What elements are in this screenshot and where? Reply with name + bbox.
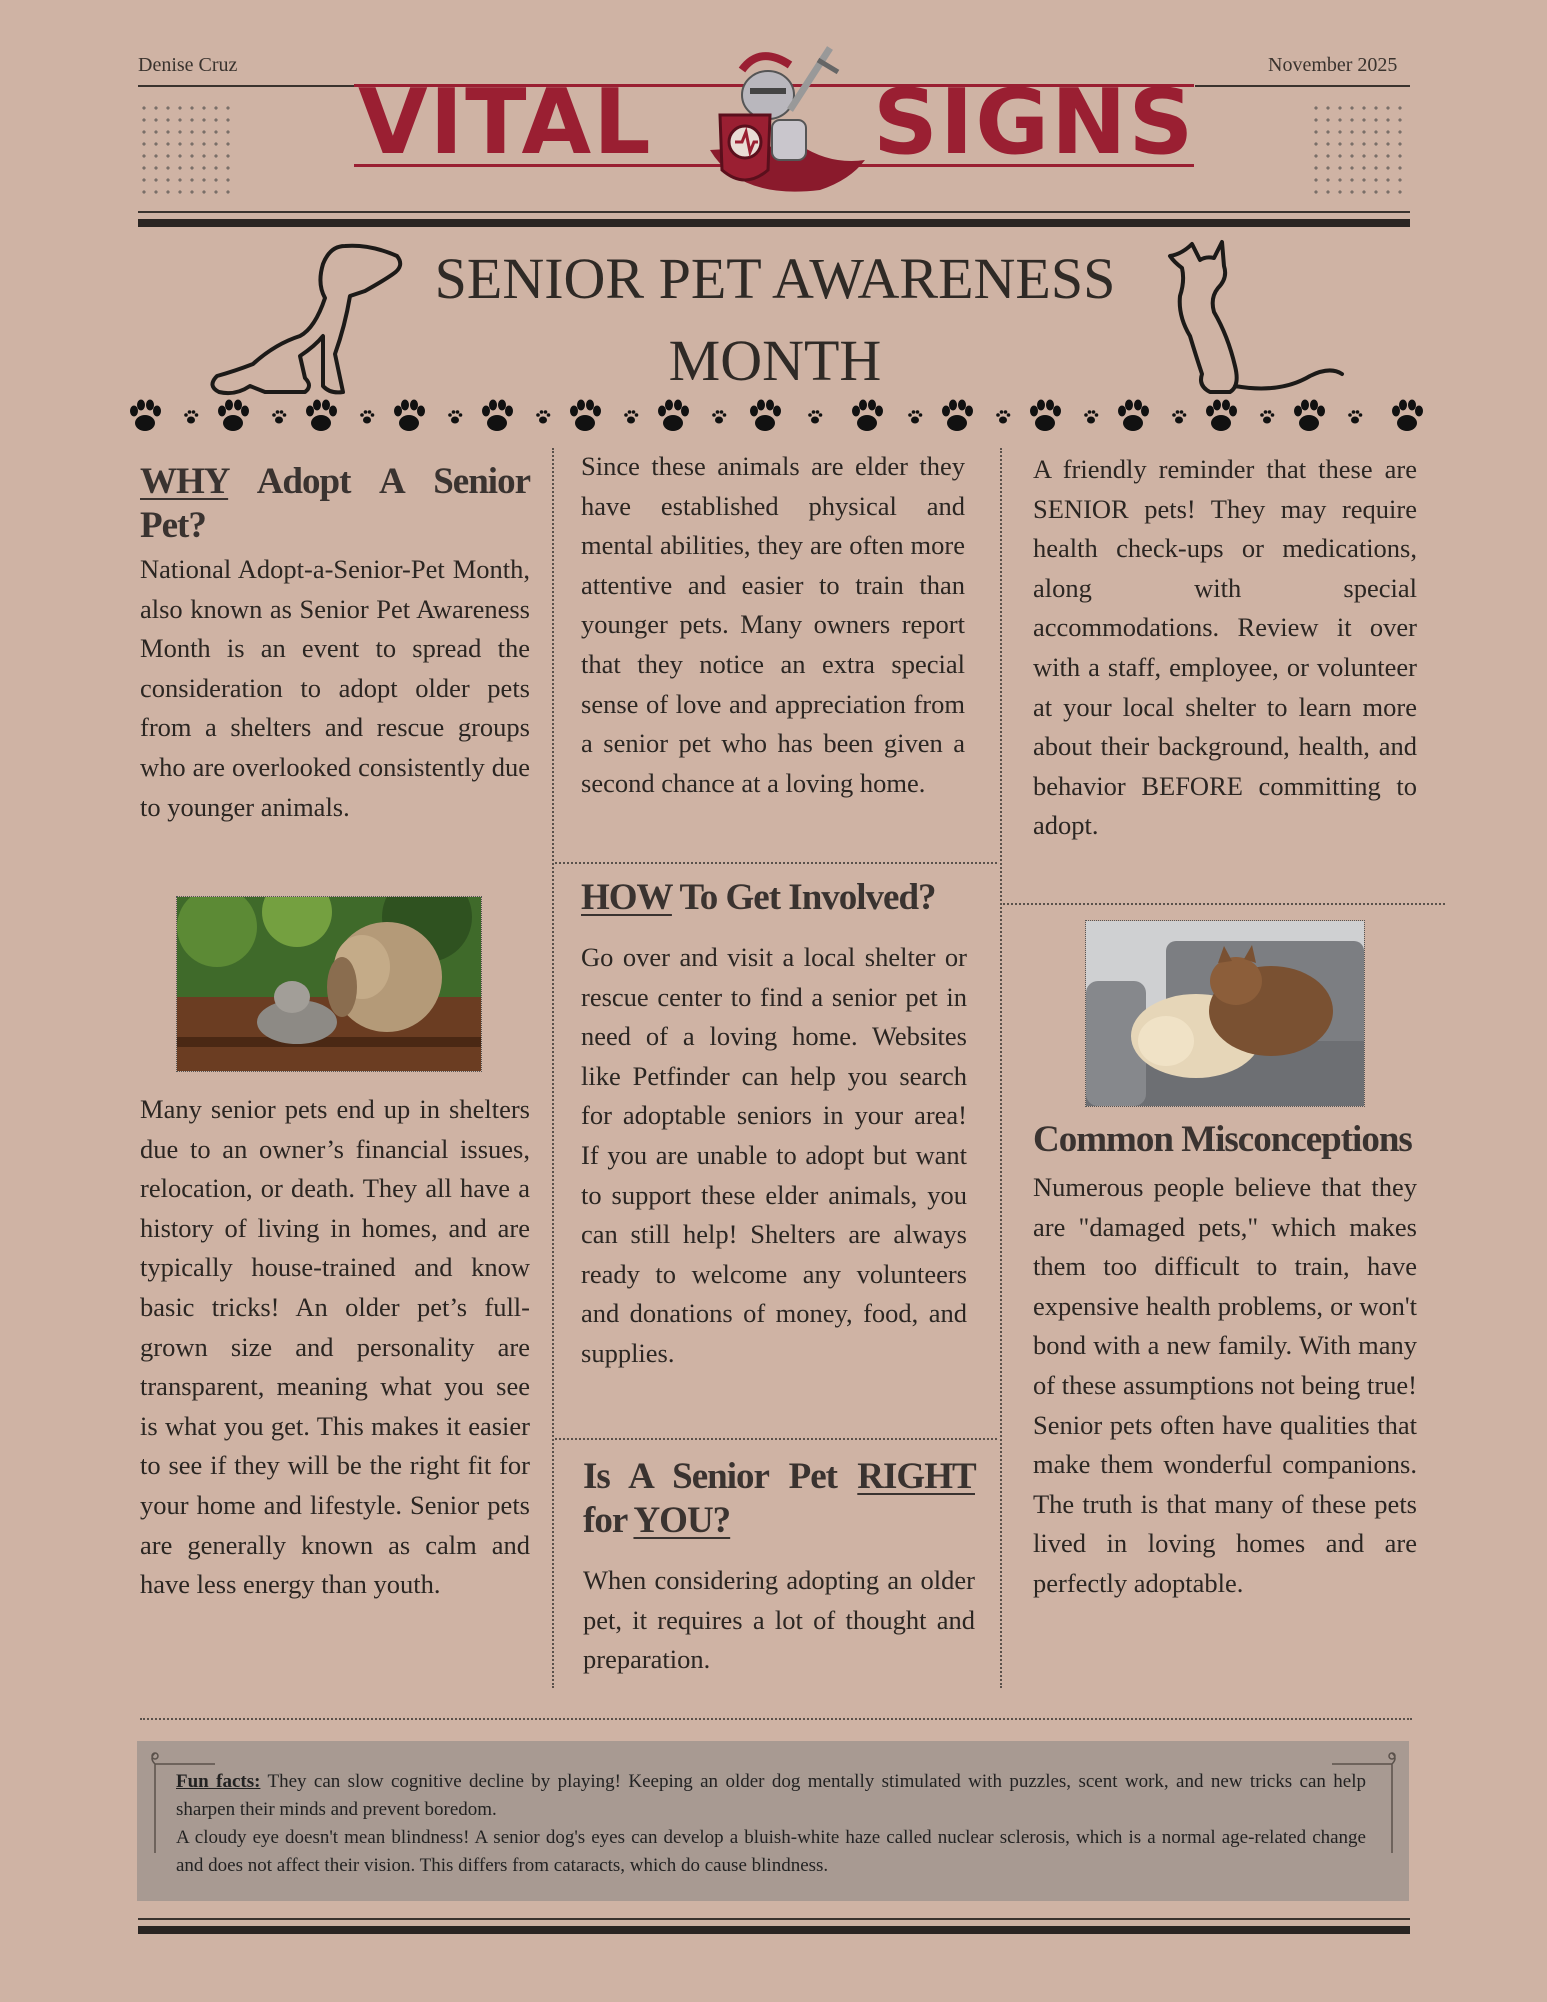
right-section (583, 1455, 975, 1680)
funfacts-text (176, 1768, 1366, 1880)
header-rule-left (138, 85, 358, 87)
right-heading-right: RIGHT (857, 1456, 975, 1497)
funfacts-label: Fun facts: (176, 1771, 261, 1792)
right-paragraph: When considering adopting an older pet, it requires a lot of thought and preparation. (583, 1565, 975, 1675)
how-section (581, 876, 967, 1374)
headline-line-1: SENIOR PET AWARENESS (434, 246, 1116, 311)
issue-date: November 2025 (1268, 54, 1398, 76)
section-divider-col3 (1003, 903, 1445, 905)
paw-print-border (125, 393, 1435, 437)
dot-grid-left (138, 102, 238, 202)
column-3 (1033, 450, 1417, 846)
cat-silhouette-icon (1150, 236, 1350, 401)
dog-silhouette-icon (205, 236, 415, 401)
misconceptions-heading: Common Misconceptions (1033, 1119, 1412, 1160)
right-heading-mid: for (583, 1500, 634, 1541)
right-heading-you: YOU? (633, 1500, 731, 1541)
funfact-2: A cloudy eye doesn't mean blindness! A senior dog's eyes can develop a bluish-white haze called nuclear sclerosis, which is a normal age-related change and does not affect their vision. This differs from cataracts, which do cause blindness. (176, 1827, 1366, 1876)
why-heading-underlined: WHY (140, 461, 229, 502)
column-divider-2 (1000, 448, 1002, 1688)
section-divider-how (555, 862, 997, 864)
misconceptions-section (1033, 1118, 1417, 1604)
footer-thick-rule (138, 1926, 1410, 1934)
how-heading-rest: To Get Involved? (671, 877, 936, 918)
dog-and-cat-photo (176, 896, 482, 1072)
main-headline (400, 238, 1150, 402)
paw-print-icon (130, 400, 1423, 432)
header-thin-rule (138, 211, 1410, 213)
column-divider-1 (552, 448, 554, 1688)
shelter-paragraph: Many senior pets end up in shelters due to an owner’s financial issues, relocation, or death. They all have a history of living in homes, and are typically house-trained and know basic tricks! An older pet’s full-grown size and personality are transparent, meaning what you see is what you get. This makes it easier to see if they will be the right fit for your home and lifestyle. Senior pets are generally known as calm and have less energy than youth. (140, 1094, 530, 1600)
funfacts-divider (140, 1718, 1412, 1720)
funfact-1-text: They can slow cognitive decline by playing! Keeping an older dog mentally stimulated with puzzles, scent work, and new tricks can help sharpen their minds and prevent boredom. (176, 1771, 1366, 1820)
footer-thin-rule (138, 1918, 1410, 1920)
author-name: Denise Cruz (138, 54, 238, 76)
reminder-paragraph: A friendly reminder that these are SENIOR pets! They may require health check-ups or medications, along with special accommodations. Review it over with a staff, employee, or volunteer at your local shelter to learn more about their background, health, and behavior BEFORE committing to adopt. (1033, 454, 1417, 841)
why-heading (140, 460, 530, 548)
elder-paragraph: Since these animals are elder they have established physical and mental abilities, they are often more attentive and easier to train than younger pets. Many owners report that they notice an extra special sense of love and appreciation from a senior pet who has been given a second chance at a loving home. (581, 451, 965, 798)
why-heading-rest: Adopt A Senior Pet? (140, 461, 530, 546)
how-paragraph: Go over and visit a local shelter or rescue center to find a senior pet in need of a loving home. Websites like Petfinder can help you search for adoptable seniors in your area! If you are unable to adopt but want to support these elder animals, you can still help! Shelters are always ready to welcome any volunteers and donations of money, food, and supplies. (581, 942, 967, 1368)
header-rule-right (1195, 85, 1410, 87)
right-heading-pre: Is A Senior Pet (583, 1456, 858, 1497)
how-heading-underlined: HOW (581, 877, 672, 918)
headline-line-2: MONTH (668, 328, 882, 393)
masthead-signs: SIGNS (873, 70, 1196, 175)
column-1-lower (140, 1090, 530, 1605)
masthead-vital: VITAL (358, 70, 653, 175)
header-thick-rule (138, 219, 1410, 227)
section-divider-right (555, 1438, 997, 1440)
how-heading (581, 876, 967, 920)
funfact-1 (176, 1768, 1366, 1824)
dog-and-cat-couch-photo (1085, 920, 1365, 1107)
misconceptions-paragraph: Numerous people believe that they are "damaged pets," which makes them too difficult to train, have expensive health problems, or won't bond with a new family. With many of these assumptions not being true! Senior pets often have qualities that make them wonderful companions. The truth is that many of these pets lived in loving homes and are perfectly adoptable. (1033, 1172, 1417, 1598)
column-1 (140, 460, 530, 827)
why-paragraph: National Adopt-a-Senior-Pet Month, also known as Senior Pet Awareness Month is an event to spread the consideration to adopt older pets from a shelters and rescue groups who are overlooked consistently due to younger animals. (140, 554, 530, 822)
knight-mascot-icon (650, 40, 890, 205)
dot-grid-right (1310, 102, 1410, 202)
right-heading (583, 1455, 975, 1543)
column-2 (581, 447, 965, 803)
